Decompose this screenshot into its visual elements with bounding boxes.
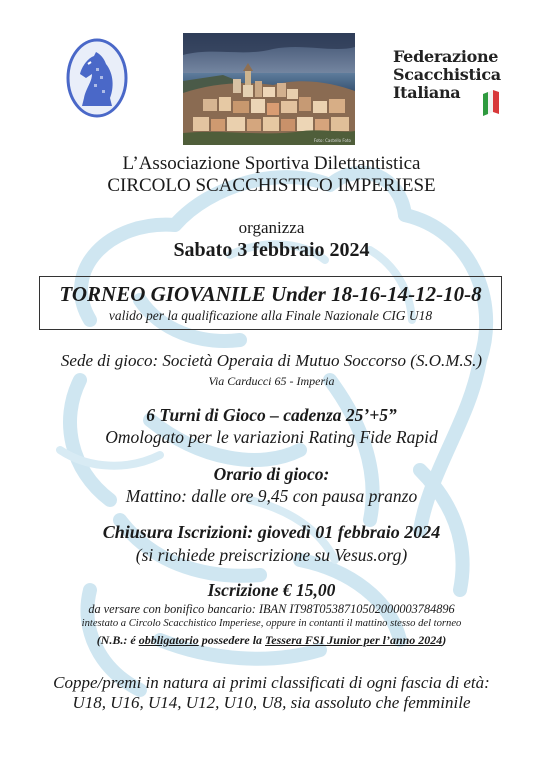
photo-credit: Foto: Castello Foto <box>313 138 351 143</box>
registration-deadline: Chiusura Iscrizioni: giovedì 01 febbraio 2024 <box>102 522 441 542</box>
schedule-title: Orario di gioco: <box>213 464 330 484</box>
organizer-line-1: L’Associazione Sportiva Dilettantistica <box>122 153 421 174</box>
rounds-text: 6 Turni di Gioco – cadenza 25’+5” <box>146 405 397 425</box>
fsi-line-2: Scacchistica <box>393 65 501 84</box>
venue-address: Via Carducci 65 - Imperia <box>208 374 335 388</box>
organizza-text: organizza <box>238 218 305 237</box>
prizes-line-2: U18, U16, U14, U12, U10, U8, sia assoluto che femminile <box>72 693 471 712</box>
fsi-line-3: Italiana <box>393 83 461 102</box>
fsi-logo <box>393 48 505 102</box>
note-tessera: Tessera FSI Junior per l’anno 2024 <box>265 633 443 647</box>
rating-text: Omologato per le variazioni Rating Fide Rapid <box>105 427 438 447</box>
preregistration-text: (si richiede preiscrizione su Vesus.org) <box>135 545 408 565</box>
membership-note <box>0 633 543 648</box>
venue-text: Sede di gioco: Società Operaia di Mutuo Soccorso (S.O.M.S.) <box>60 351 483 370</box>
tournament-subtitle: valido per la qualificazione alla Finale Nazionale CIG U18 <box>108 308 433 323</box>
prizes-line-1: Coppe/premi in natura ai primi classificati di ogni fascia di età: <box>53 673 490 692</box>
city-photo-image <box>183 33 355 145</box>
tournament-box <box>39 276 502 330</box>
event-date: Sabato 3 febbraio 2024 <box>173 239 370 261</box>
organizer-line-2: CIRCOLO SCACCHISTICO IMPERIESE <box>107 175 436 196</box>
tournament-title: TORNEO GIOVANILE Under 18-16-14-12-10-8 <box>59 282 482 306</box>
registration-fee: Iscrizione € 15,00 <box>207 580 336 600</box>
city-photo <box>183 33 355 145</box>
note-part-3: ) <box>442 633 447 647</box>
italian-flag-icon <box>481 90 501 116</box>
fsi-line-1: Federazione <box>393 47 499 66</box>
note-part-1: (N.B.: é <box>96 633 139 647</box>
note-obbligatorio: obbligatorio <box>138 633 199 647</box>
schedule-text: Mattino: dalle ore 9,45 con pausa pranzo <box>125 486 418 506</box>
knight-icon <box>66 38 128 118</box>
note-part-2: possedere la <box>198 633 266 647</box>
bank-transfer-text: da versare con bonifico bancario: IBAN IT98T0538710502000003784896 <box>88 602 455 616</box>
payee-text: intestato a Circolo Scacchistico Imperiese, oppure in contanti il mattino stesso del torneo <box>81 618 462 629</box>
